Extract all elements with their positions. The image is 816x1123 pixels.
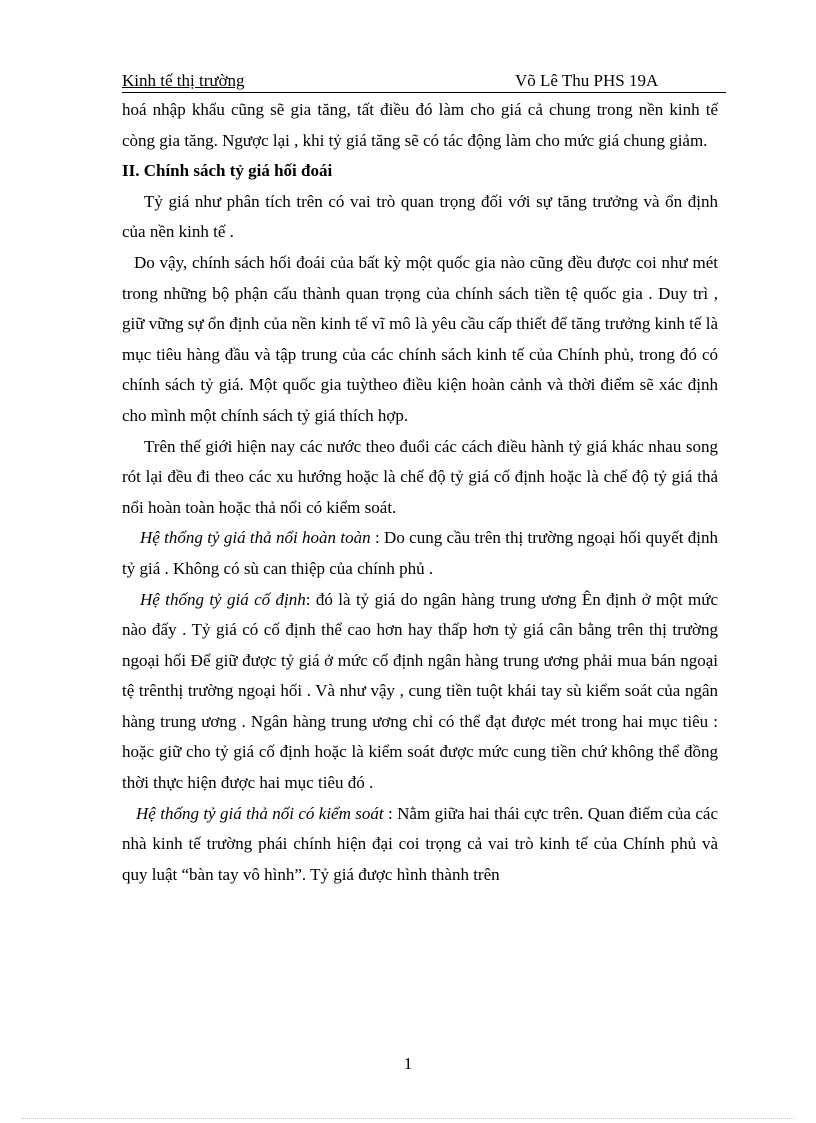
paragraph-exchange-policy: Do vậy, chính sách hối đoái của bất kỳ một quốc gia nào cũng đều được coi như mét trong những bộ phận cấu thành quan trọng của chính sách tiền tệ quốc gia . Duy trì , giữ vững sự ổn định của nền kinh tế vĩ mô là yêu cầu cấp thiết để tăng trưởng kinh tế là mục tiêu hàng đầu và tập trung của các chính sách kinh tế của Chính phủ, trong đó có chính sách tỷ giá. Một quốc gia tuỳtheo điều kiện hoàn cảnh và thời điểm sẽ xác định cho mình một chính sách tỷ giá thích hợp. xyxy=(122,252,718,425)
paragraph-exchange-rate-role: Tỷ giá như phân tích trên có vai trò quan trọng đối với sự tăng trưởng và ổn định của nền kinh tế . xyxy=(122,191,718,242)
term-managed-float: Hệ thống tỷ giá thả nổi có kiểm soát xyxy=(136,803,384,823)
paragraph-floating-system xyxy=(122,523,718,584)
page-number: 1 xyxy=(403,1054,413,1073)
page-bottom-divider xyxy=(22,1118,794,1119)
term-floating: Hệ thống tỷ giá thả nổi hoàn toàn xyxy=(140,528,371,548)
paragraph-fixed-system xyxy=(122,585,718,799)
paragraph-world-trends: Trên thế giới hiện nay các nước theo đuổi các cách điều hành tỷ giá khác nhau song rót lại đều đi theo các xu hướng hoặc là chế độ tỷ giá cố định hoặc là chế độ tỷ giá thả nổi hoàn toàn hoặc thả nổi có kiểm soát. xyxy=(122,436,718,517)
definition-floating: : Do cung cầu trên thị trường ngoại hối quyết định tỷ giá . Không có sù can thiệp của chính phủ . xyxy=(122,528,718,578)
header-author: Võ Lê Thu PHS 19A xyxy=(515,71,659,90)
header-subject: Kinh tế thị trường xyxy=(122,71,245,90)
definition-fixed: : đó là tỷ giá do ngân hàng trung ương Ên định ở một mức nào đấy . Tỷ giá có cố định thể cao hơn hay thấp hơn tỷ giá cân bằng trên thị trường ngoại hối Để giữ được tỷ giá ở mức cố định ngân hàng trung ương phải mua bán ngoại tệ trênthị trường ngoại hối . Và như vậy , cung tiền tuột khái tay sù kiểm soát của ngân hàng trung ương . Ngân hàng trung ương chỉ có thể đạt được mét trong hai mục tiêu : hoặc giữ cho tỷ giá cố định hoặc là kiểm soát được mức cung tiền chứ không thể đồng thời thực hiện được hai mục tiêu đó . xyxy=(122,589,718,793)
paragraph-continuation: hoá nhập khẩu cũng sẽ gia tăng, tất điều đó làm cho giá cả chung trong nền kinh tế còng gia tăng. Ngược lại , khi tỷ giá tăng sẽ có tác động làm cho mức giá chung giảm. xyxy=(122,100,718,150)
body-text xyxy=(122,95,718,890)
paragraph-managed-float-system xyxy=(122,799,718,891)
definition-managed-float: : Nằm giữa hai thái cực trên. Quan điểm của các nhà kinh tế trường phái chính hiện đại coi trọng cả vai trò kinh tế của Chính phủ và quy luật “bàn tay vô hình”. Tỷ giá được hình thành trên xyxy=(122,803,718,884)
term-fixed: Hệ thống tỷ giá cố định xyxy=(140,589,306,609)
section-heading: II. Chính sách tỷ giá hối đoái xyxy=(122,161,333,181)
page-header xyxy=(122,70,726,93)
